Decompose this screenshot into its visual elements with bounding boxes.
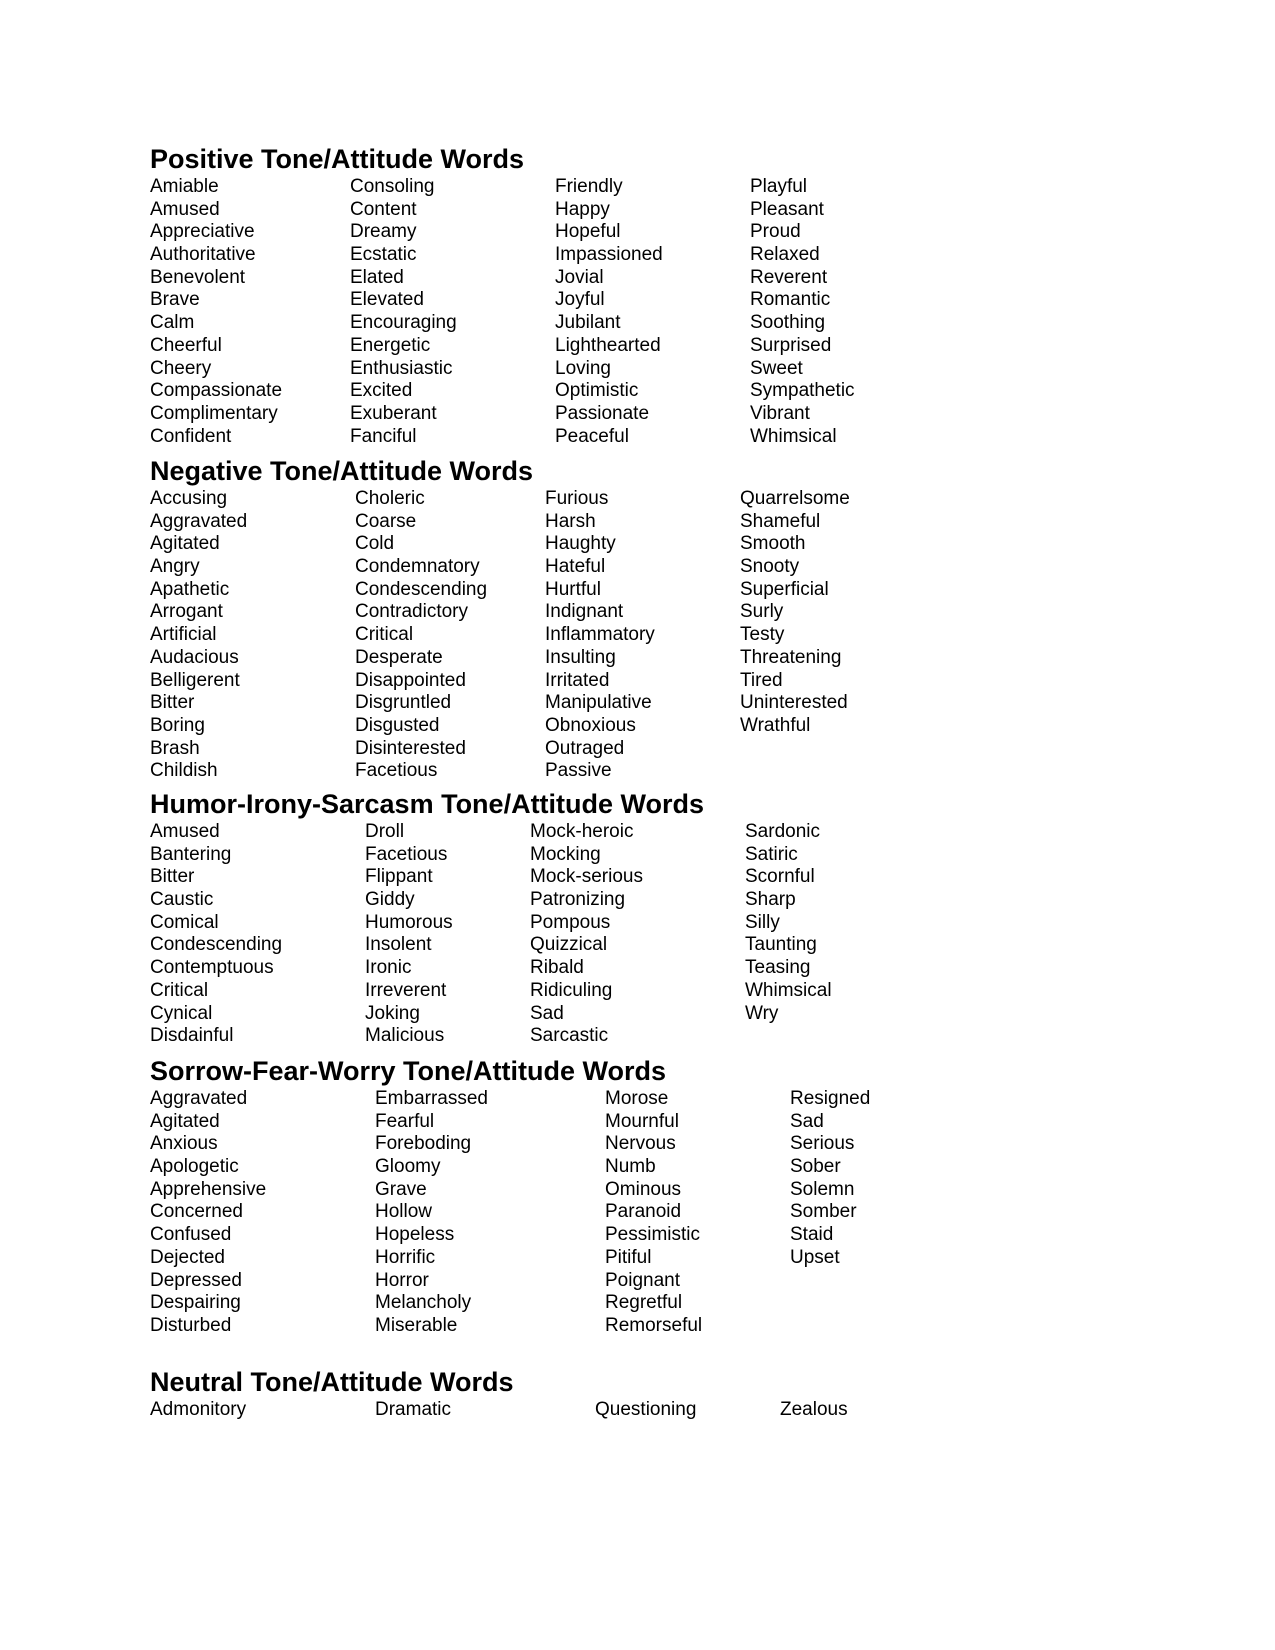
word-row [150,358,1150,381]
tone-word: Critical [150,979,209,1001]
tone-word: Excited [350,380,413,402]
tone-word: Exuberant [350,402,437,424]
tone-word: Whimsical [750,425,837,447]
section-2 [150,454,1150,783]
tone-word: Hateful [545,556,606,578]
tone-word: Cheery [150,357,212,379]
tone-word: Amiable [150,176,219,197]
tone-word: Enthusiastic [350,357,453,379]
tone-word: Pitiful [605,1246,652,1268]
tone-word: Vibrant [750,402,810,424]
tone-word: Childish [150,760,218,782]
tone-word: Relaxed [750,244,820,266]
word-row [150,1224,1150,1247]
tone-word: Mock-serious [530,866,643,888]
tone-word: Condescending [150,934,283,956]
tone-word: Disinterested [355,737,466,759]
word-row [150,821,1150,844]
tone-word: Bitter [150,866,195,888]
tone-word: Encouraging [350,312,457,334]
word-row [150,601,1150,624]
tone-word: Surly [740,601,784,623]
word-row [150,267,1150,290]
word-row [150,912,1150,935]
tone-word: Amused [150,198,220,220]
word-row [150,980,1150,1003]
tone-word: Paranoid [605,1201,682,1223]
tone-word: Obnoxious [545,714,636,736]
word-row [150,1315,1150,1338]
tone-word: Confident [150,425,232,447]
tone-word: Authoritative [150,244,256,266]
tone-word: Harsh [545,510,596,532]
section-title: Sorrow-Fear-Worry Tone/Attitude Words [150,1056,667,1086]
tone-word: Apathetic [150,578,230,600]
tone-word: Friendly [555,176,623,197]
tone-word: Manipulative [545,692,652,714]
tone-word: Zealous [780,1399,848,1420]
tone-word: Jubilant [555,312,621,334]
word-row [150,511,1150,534]
tone-word: Droll [365,821,405,842]
tone-word: Inflammatory [545,624,655,646]
tone-word: Scornful [745,866,815,888]
tone-word: Embarrassed [375,1088,488,1109]
tone-word: Testy [740,624,785,646]
tone-word: Impassioned [555,244,663,266]
word-row [150,1025,1150,1048]
tone-word: Dreamy [350,221,417,243]
tone-word: Poignant [605,1269,681,1291]
word-row [150,889,1150,912]
tone-word: Benevolent [150,266,246,288]
tone-word: Cheerful [150,334,222,356]
tone-word: Mock-heroic [530,821,634,842]
tone-word: Silly [745,911,780,933]
tone-word: Haughty [545,533,616,555]
tone-word: Optimistic [555,380,639,402]
tone-word: Cynical [150,1002,213,1024]
tone-word: Sad [530,1002,564,1024]
tone-word: Furious [545,488,609,509]
tone-word: Whimsical [745,979,832,1001]
section-4 [150,1054,1150,1338]
tone-word: Confused [150,1224,232,1246]
tone-word: Proud [750,221,801,243]
tone-word: Snooty [740,556,800,578]
tone-word: Smooth [740,533,806,555]
tone-word: Disgruntled [355,692,452,714]
section-5 [150,1365,1150,1422]
tone-word: Boring [150,714,205,736]
word-row [150,1399,1150,1422]
tone-word: Hopeful [555,221,621,243]
tone-word: Jovial [555,266,604,288]
word-row [150,335,1150,358]
tone-word: Desperate [355,646,443,668]
word-row [150,244,1150,267]
tone-word: Miserable [375,1314,458,1336]
word-row [150,312,1150,335]
tone-word: Apprehensive [150,1178,267,1200]
tone-word: Gloomy [375,1156,441,1178]
tone-word: Brave [150,289,200,311]
word-row [150,1156,1150,1179]
tone-word: Solemn [790,1178,855,1200]
tone-word: Regretful [605,1292,683,1314]
tone-word: Horror [375,1269,429,1291]
tone-word: Resigned [790,1088,871,1109]
tone-word: Consoling [350,176,435,197]
tone-word: Elevated [350,289,424,311]
tone-word: Caustic [150,889,214,911]
tone-word: Agitated [150,1110,220,1132]
word-row [150,289,1150,312]
tone-word: Angry [150,556,200,578]
tone-word: Serious [790,1133,855,1155]
tone-word: Complimentary [150,402,278,424]
tone-word: Indignant [545,601,624,623]
tone-word: Hopeless [375,1224,455,1246]
tone-word: Quizzical [530,934,608,956]
section-1 [150,142,1150,448]
word-row [150,624,1150,647]
tone-word: Disdainful [150,1025,234,1047]
tone-word: Ominous [605,1178,682,1200]
tone-word: Choleric [355,488,425,509]
word-row [150,199,1150,222]
tone-word: Contradictory [355,601,468,623]
tone-word: Mournful [605,1110,679,1132]
tone-word: Uninterested [740,692,848,714]
tone-word: Compassionate [150,380,283,402]
tone-word: Flippant [365,866,433,888]
word-row [150,957,1150,980]
word-row [150,176,1150,199]
tone-word: Artificial [150,624,217,646]
tone-word: Disgusted [355,714,440,736]
word-row [150,844,1150,867]
tone-word: Pleasant [750,198,824,220]
tone-word: Mocking [530,843,601,865]
tone-word: Sharp [745,889,796,911]
tone-word: Facetious [355,760,438,782]
word-row [150,1111,1150,1134]
word-row [150,738,1150,761]
word-row [150,533,1150,556]
section-3 [150,787,1150,1048]
tone-word: Critical [355,624,414,646]
tone-word: Taunting [745,934,817,956]
tone-word: Agitated [150,533,220,555]
word-row [150,1247,1150,1270]
word-row [150,403,1150,426]
tone-word: Passive [545,760,612,782]
tone-word: Ridiculing [530,979,613,1001]
tone-word: Shameful [740,510,821,532]
tone-word: Bantering [150,843,232,865]
tone-word: Joking [365,1002,420,1024]
tone-word: Wrathful [740,714,811,736]
tone-word: Apologetic [150,1156,239,1178]
tone-word: Morose [605,1088,669,1109]
section-title: Negative Tone/Attitude Words [150,456,534,486]
tone-word: Melancholy [375,1292,472,1314]
tone-word: Joyful [555,289,605,311]
tone-word: Humorous [365,911,453,933]
tone-word: Energetic [350,334,431,356]
section-title: Humor-Irony-Sarcasm Tone/Attitude Words [150,789,705,819]
tone-word: Brash [150,737,200,759]
tone-word: Soothing [750,312,826,334]
tone-word: Satiric [745,843,798,865]
word-row [150,1003,1150,1026]
word-row [150,934,1150,957]
word-row [150,1270,1150,1293]
tone-word: Passionate [555,402,650,424]
word-row [150,1201,1150,1224]
tone-word: Comical [150,911,219,933]
tone-word: Wry [745,1002,779,1024]
word-row [150,866,1150,889]
tone-word: Lighthearted [555,334,661,356]
tone-word: Ribald [530,957,584,979]
tone-word: Despairing [150,1292,241,1314]
word-row [150,579,1150,602]
tone-word: Sweet [750,357,803,379]
tone-word: Facetious [365,843,448,865]
tone-word: Surprised [750,334,832,356]
tone-word: Fanciful [350,425,417,447]
tone-word: Arrogant [150,601,223,623]
tone-word: Outraged [545,737,625,759]
tone-word: Aggravated [150,510,248,532]
tone-word: Dejected [150,1246,225,1268]
tone-word: Tired [740,669,783,691]
tone-word: Elated [350,266,404,288]
tone-word: Sympathetic [750,380,855,402]
section-title: Neutral Tone/Attitude Words [150,1367,514,1397]
word-row [150,1292,1150,1315]
section-title: Positive Tone/Attitude Words [150,144,525,174]
tone-word: Amused [150,821,220,842]
tone-word: Horrific [375,1246,436,1268]
tone-word: Anxious [150,1133,218,1155]
tone-word: Giddy [365,889,415,911]
tone-word: Appreciative [150,221,255,243]
tone-word: Disappointed [355,669,466,691]
tone-word: Aggravated [150,1088,248,1109]
word-row [150,488,1150,511]
tone-word: Foreboding [375,1133,472,1155]
tone-word: Disturbed [150,1314,232,1336]
word-row [150,760,1150,783]
word-row [150,715,1150,738]
tone-word: Playful [750,176,808,197]
tone-word: Dramatic [375,1399,452,1420]
tone-word: Pessimistic [605,1224,701,1246]
tone-word: Content [350,198,417,220]
tone-word: Questioning [595,1399,697,1420]
tone-word: Ecstatic [350,244,417,266]
tone-word: Numb [605,1156,656,1178]
tone-word: Condescending [355,578,488,600]
word-row [150,1133,1150,1156]
tone-word: Admonitory [150,1399,247,1420]
tone-word: Romantic [750,289,831,311]
tone-word: Bitter [150,692,195,714]
tone-word: Teasing [745,957,811,979]
word-row [150,670,1150,693]
tone-word: Reverent [750,266,828,288]
tone-word: Staid [790,1224,834,1246]
tone-word: Calm [150,312,195,334]
word-row [150,380,1150,403]
tone-word: Sober [790,1156,841,1178]
tone-word: Grave [375,1178,427,1200]
tone-word: Hurtful [545,578,601,600]
word-row [150,556,1150,579]
tone-word: Concerned [150,1201,243,1223]
tone-word: Depressed [150,1269,242,1291]
tone-word: Fearful [375,1110,435,1132]
tone-word: Happy [555,198,610,220]
tone-word: Remorseful [605,1314,703,1336]
tone-word: Belligerent [150,669,240,691]
tone-word: Sardonic [745,821,820,842]
word-row [150,1179,1150,1202]
tone-word: Threatening [740,646,842,668]
tone-word: Coarse [355,510,417,532]
tone-word: Irritated [545,669,610,691]
tone-word: Somber [790,1201,857,1223]
word-row [150,647,1150,670]
tone-word: Upset [790,1246,840,1268]
tone-word: Sarcastic [530,1025,609,1047]
word-row [150,692,1150,715]
tone-word: Contemptuous [150,957,274,979]
tone-word: Insulting [545,646,616,668]
tone-word: Malicious [365,1025,445,1047]
tone-word: Superficial [740,578,829,600]
word-row [150,1088,1150,1111]
tone-word: Hollow [375,1201,433,1223]
tone-word: Accusing [150,488,228,509]
tone-word: Patronizing [530,889,626,911]
tone-word: Ironic [365,957,412,979]
tone-word: Pompous [530,911,611,933]
tone-word: Insolent [365,934,432,956]
tone-word: Cold [355,533,395,555]
tone-word: Irreverent [365,979,447,1001]
tone-word: Audacious [150,646,239,668]
tone-word: Quarrelsome [740,488,850,509]
word-row [150,426,1150,449]
word-row [150,221,1150,244]
tone-word: Sad [790,1110,824,1132]
tone-word: Peaceful [555,425,629,447]
tone-word: Loving [555,357,611,379]
tone-word: Condemnatory [355,556,480,578]
tone-word: Nervous [605,1133,676,1155]
